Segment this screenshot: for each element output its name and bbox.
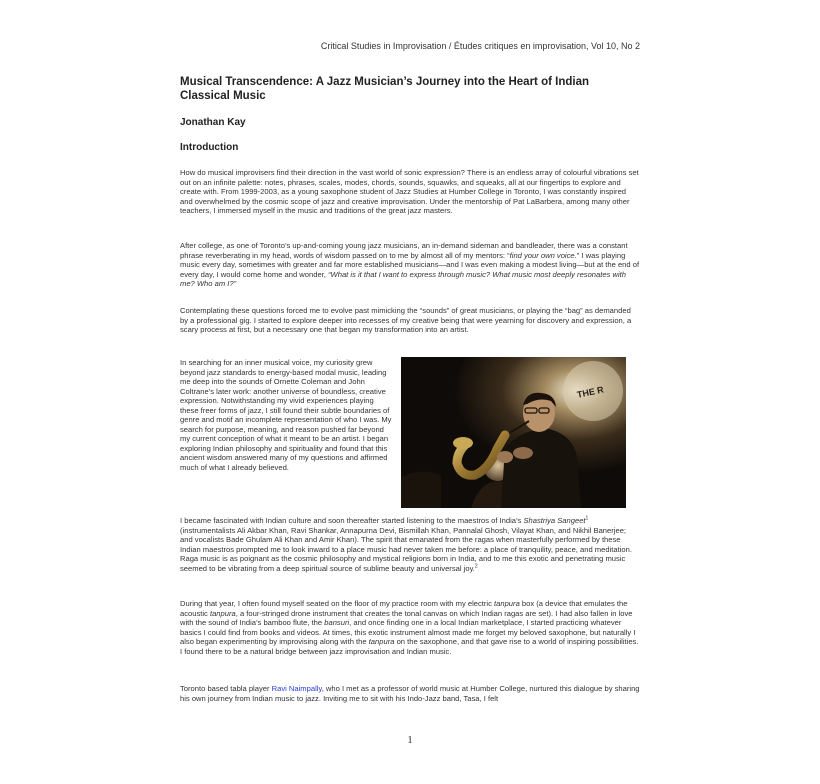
saxophonist-photo	[401, 357, 626, 508]
paragraph-1: How do musical improvisers find their direction in the vast world of sonic expression? There is an endless array of colourful vibrations set out on an infinite palette: notes, phrases, scales, modes, chords, sounds, squawks, and squeaks, all at our fingertips to explore and create with. From 1999-2003, as a young saxophone student of Jazz Studies at Humber College in Toronto, I was constantly inspired and overwhelmed by the cosmic scope of jazz and creative improvisation. Under the mentorship of Pat LaBarbera, among many other teachers, I immersed myself in the music and traditions of the great jazz masters.	[180, 168, 639, 216]
paragraph-6-term-tanpura-2: tanpura	[209, 608, 236, 618]
paragraph-2-text-c: .” I was playing music every day, sometimes with greater and far more established musicians—and I was even making a modest living—but at the end of every day, I would come home and wonder,	[180, 250, 640, 279]
paragraph-2-questions: “What is it that I want to express through music? What music most deeply resonates with me? Who am I?”	[180, 269, 626, 289]
paragraph-5-text-c: (instrumentalists Ali Akbar Khan, Ravi Shankar, Annapurna Devi, Bismillah Khan, Pannalal Ghosh, Vilayat Khan, and Nikhil Banerjee; and vocalists Bade Ghulam Ali Khan and Amir Khan). The spirit that emanated from the ragas when masterfully performed by these Indian maestros prompted me to look inward to a place music had never taken me before: a place of tranquility, peace, and meditation. Raga music is as poignant as the cosmic philosophy and mystical religions born in India, and to me this exotic and penetrating music seemed to be vibrating from a deep spiritual source of sublime beauty and universal joy.	[180, 525, 632, 573]
paragraph-6-term-bansuri: bansuri	[324, 618, 350, 628]
paragraph-6-text-e: , a four-stringed drone instrument that creates the tonal canvas on which Indian ragas are set). I had also fallen in love with the sound of India’s bamboo flute, the	[180, 608, 633, 628]
paragraph-7-text-b: , who I met as a professor of world music at Humber College, nurtured this dialogue by sharing his own journey from Indian music to jazz. Inviting me to sit with his Indo-Jazz band, Tasa, I felt	[180, 684, 640, 703]
author-name: Jonathan Kay	[180, 117, 246, 128]
paragraph-5-text-a: I became fascinated with Indian culture and soon thereafter started listening to the maestros of India’s	[180, 516, 524, 525]
paragraph-6-text-i: on the saxophone, and that gave rise to a world of inspiring possibilities. I found there to be a natural bridge between jazz improvisation and Indian music.	[180, 637, 639, 656]
paragraph-7	[180, 684, 640, 703]
paragraph-6-text-g: , and once finding one in a local Indian marketplace, I started practicing whatever basics I could find from books and videos. At times, this exotic instrument almost made me forget my beloved saxophone, but naturally I also began experimenting by improvising along with the	[180, 618, 636, 647]
paragraph-2	[180, 241, 640, 289]
paragraph-7-text-a: Toronto based tabla player	[180, 684, 272, 693]
paragraph-4: In searching for an inner musical voice, my curiosity grew beyond jazz standards to energy-based modal music, leading me deep into the sounds of Ornette Coleman and John Coltrane’s later work: another universe of boundless, creative expression. Notwithstanding my vivid experiences playing these freer forms of jazz, I still found their subtle boundaries of genre and motif an incomplete representation of who I was. My search for purpose, meaning, and reason pushed far beyond my current conception of what it meant to be an artist. I began exploring Indian philosophy and spirituality and found that this ancient wisdom answered many of my questions and affirmed much of what I already believed.	[180, 358, 392, 473]
paragraph-2-quote: find your own voice	[509, 250, 575, 260]
paragraph-6-term-tanpura: tanpura	[494, 599, 520, 608]
saxophonist-body	[501, 429, 581, 508]
paragraph-6	[180, 599, 640, 656]
footnote-ref-2[interactable]: 2	[474, 563, 478, 570]
saxophonist-photo-image	[401, 357, 626, 508]
section-heading: Introduction	[180, 142, 239, 153]
paragraph-6-text-c: box (a device that emulates the acoustic	[180, 599, 628, 618]
page-number: 1	[407, 734, 413, 746]
paragraph-2-text-a: After college, as one of Toronto’s up-and-coming young jazz musicians, an in-demand sideman and bandleader, there was a constant phrase reverberating in my head, words of wisdom passed on to me by almost all of my mentors: “	[180, 241, 628, 260]
paragraph-5-term: Shastriya Sangeet	[523, 516, 586, 525]
paragraph-6-term-tanpura-3: tanpura	[368, 637, 395, 647]
running-head: Critical Studies in Improvisation / Études critiques en improvisation, Vol 10, No 2	[320, 41, 640, 51]
article-title: Musical Transcendence: A Jazz Musician’s Journey into the Heart of Indian Classical Music	[180, 76, 589, 102]
saxophone-bell	[453, 437, 473, 449]
paragraph-3: Contemplating these questions forced me to evolve past mimicking the “sounds” of great musicians, or playing the “bag” as demanded by a professional gig. I started to explore deeper into recesses of my creative being that were yearning for discovery and expression, a scary process at first, but a necessary one that began my transformation into an artist.	[180, 306, 632, 335]
paragraph-6-text-a: During that year, I often found myself seated on the floor of my practice room with my electric	[180, 599, 495, 608]
background-sign-text: THE R	[576, 384, 605, 400]
footnote-ref-1[interactable]: 1	[585, 515, 589, 522]
ravi-naimpally-link[interactable]: Ravi Naimpally	[271, 684, 322, 693]
paragraph-5	[180, 516, 640, 573]
